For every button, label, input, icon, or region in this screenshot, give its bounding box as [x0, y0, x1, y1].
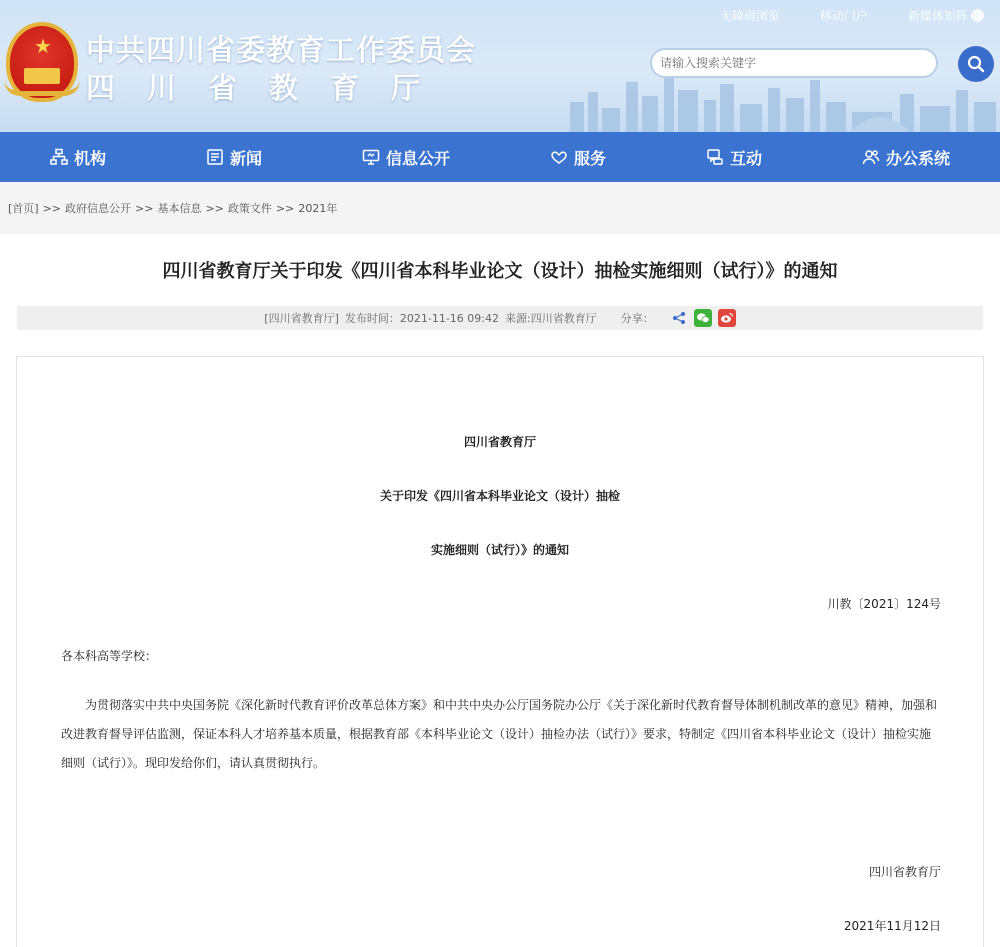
article-main — [0, 234, 1000, 947]
weibo-icon[interactable] — [718, 309, 736, 327]
doc-number: 川教〔2021〕124号 — [827, 597, 941, 611]
nav-item-office[interactable] — [862, 146, 950, 169]
main-nav — [0, 132, 1000, 182]
users-icon — [862, 148, 880, 166]
breadcrumb-sep: >> — [42, 201, 62, 215]
dept-name: 四川省教育厅 — [86, 71, 453, 105]
page-title: 四川省教育厅关于印发《四川省本科毕业论文（设计）抽检实施细则（试行）》的通知 — [162, 261, 838, 282]
article-meta — [17, 306, 983, 330]
nav-label: 服务 — [573, 148, 606, 168]
monitor-icon — [362, 148, 380, 166]
nav-label: 办公系统 — [885, 148, 950, 168]
top-links — [720, 7, 984, 24]
share-label: 分享： — [620, 312, 654, 325]
breadcrumb-sep: >> — [275, 201, 295, 215]
search-button[interactable] — [958, 46, 994, 82]
share-icon[interactable] — [670, 309, 688, 327]
nav-item-interact[interactable] — [706, 146, 762, 169]
breadcrumb-sep: >> — [135, 201, 154, 215]
meta-source: 来源:四川省教育厅 — [505, 312, 597, 325]
doc-issuer: 四川省教育厅 — [463, 435, 536, 449]
breadcrumb-gov-info[interactable]: 政府信息公开 — [65, 202, 132, 215]
document-body — [16, 356, 984, 947]
breadcrumb-year[interactable]: 2021年 — [298, 202, 338, 215]
new-media-label: 新媒体矩阵 — [907, 9, 968, 23]
nav-item-news[interactable] — [206, 146, 262, 169]
site-header — [0, 0, 1000, 132]
doc-recipient: 各本科高等学校： — [61, 649, 158, 663]
doc-heading-line2: 实施细则（试行）》的通知 — [430, 543, 569, 557]
search-box[interactable] — [650, 48, 938, 78]
nav-item-service[interactable] — [550, 146, 606, 169]
camera-icon — [971, 9, 984, 22]
meta-publish-time: 发布时间：2021-11-16 09:42 — [344, 312, 499, 325]
breadcrumb-policy[interactable]: 政策文件 — [227, 202, 272, 215]
nav-label: 信息公开 — [385, 148, 450, 168]
org-name: 中共四川省委教育工作委员会 — [86, 33, 477, 67]
breadcrumb — [0, 182, 1000, 234]
breadcrumb-home[interactable]: [首页] — [8, 202, 39, 215]
search-input[interactable] — [660, 56, 920, 70]
doc-signature: 四川省教育厅 — [868, 865, 941, 879]
doc-date: 2021年11月12日 — [843, 919, 941, 933]
doc-body-paragraph: 为贯彻落实中共中央国务院《深化新时代教育评价改革总体方案》和中共中央办公厅国务院办公厅《关于深化新时代教育督导体制机制改革的意见》精神，加强和改进教育督导评估监测，保证本科人才培养基本质量，根据教育部《本科毕业论文（设计）抽检办法（试行）》要求，特制定《四川省本科毕业论文（设计）抽检实施细则（试行）》。现印发给你们，请认真贯彻执行。 — [61, 698, 938, 770]
national-emblem-logo: ★ — [6, 22, 78, 102]
chat-icon — [706, 148, 724, 166]
accessibility-link[interactable]: 无障碍浏览 — [719, 9, 780, 23]
nav-item-org[interactable] — [50, 146, 106, 169]
hands-icon — [550, 148, 568, 166]
search-icon — [967, 55, 985, 73]
nav-label: 机构 — [73, 148, 106, 168]
city-skyline-image — [560, 72, 1000, 132]
meta-source-tag: [四川省教育厅] — [264, 312, 339, 325]
nav-label: 新闻 — [229, 148, 262, 168]
mobile-portal-link[interactable]: 移动门户 — [819, 9, 868, 23]
breadcrumb-basic-info[interactable]: 基本信息 — [157, 202, 202, 215]
nav-label: 互动 — [729, 148, 762, 168]
new-media-link[interactable] — [908, 7, 984, 24]
wechat-icon[interactable] — [694, 309, 712, 327]
doc-heading-line1: 关于印发《四川省本科毕业论文（设计）抽检 — [379, 489, 620, 503]
newspaper-icon — [206, 148, 224, 166]
breadcrumb-sep: >> — [205, 201, 224, 215]
nav-item-info[interactable] — [362, 146, 450, 169]
org-chart-icon — [50, 148, 68, 166]
